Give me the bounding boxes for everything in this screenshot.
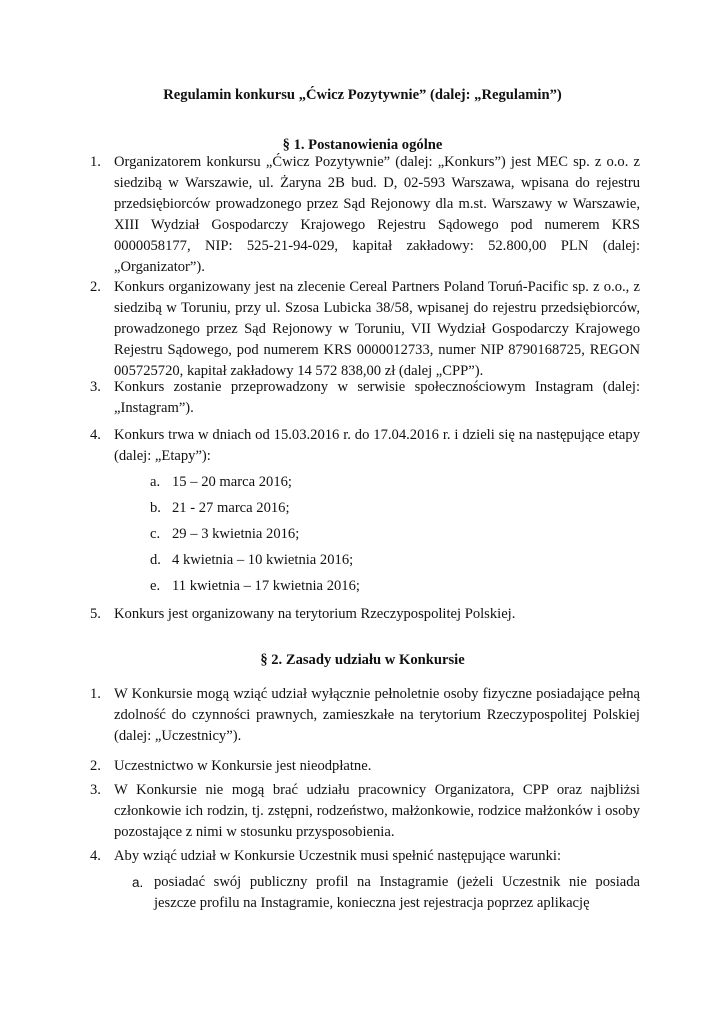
list-text: Konkurs zostanie przeprowadzony w serwisie społecznościowym Instagram (dalej: „Instagram”). (114, 379, 640, 416)
list-item (90, 684, 640, 747)
list-number: 2. (90, 758, 101, 774)
list-text: W Konkursie mogą wziąć udział wyłącznie pełnoletnie osoby fizyczne posiadające pełną zdolność do czynności prawnych, zamieszkałe na terytorium Rzeczypospolitej Polskiej (dalej: „Uczestnicy”). (114, 686, 640, 744)
list-number: 3. (90, 782, 101, 798)
stage-letter: c. (150, 526, 161, 542)
list-number: 4. (90, 848, 101, 864)
list-text: Konkurs jest organizowany na terytorium Rzeczypospolitej Polskiej. (114, 606, 516, 622)
list-item (90, 780, 640, 843)
list-text: Organizatorem konkursu „Ćwicz Pozytywnie” (dalej: „Konkurs”) jest MEC sp. z o.o. z siedzibą w Warszawie, ul. Żaryna 2B bud. D, 02-593 Warszawa, wpisana do rejestru przedsiębiorców prowadzonego przez Sąd Rejonowy dla m.st. Warszawy w Warszawie, XIII Wydział Gospodarczy Krajowego Rejestru Sądowego pod numerem KRS 0000058177, NIP: 525-21-94-029, kapitał zakładowy: 52.800,00 PLN (dalej: „Organizator”). (114, 154, 640, 275)
list-item (90, 425, 640, 467)
list-number: 1. (90, 154, 101, 170)
stage-text: 11 kwietnia – 17 kwietnia 2016; (172, 578, 360, 594)
condition-letter: a. (132, 875, 144, 890)
stage-item (150, 498, 650, 519)
stage-item (150, 550, 650, 571)
list-number: 1. (90, 686, 101, 702)
list-item (90, 152, 640, 278)
list-number: 3. (90, 379, 101, 395)
list-item (90, 846, 640, 867)
stage-text: 21 - 27 marca 2016; (172, 500, 290, 516)
list-text: Aby wziąć udział w Konkursie Uczestnik musi spełnić następujące warunki: (114, 848, 562, 864)
section-1-heading: § 1. Postanowienia ogólne (282, 137, 443, 153)
list-number: 4. (90, 427, 101, 443)
list-text: Uczestnictwo w Konkursie jest nieodpłatne. (114, 758, 372, 774)
stage-item (150, 524, 650, 545)
stage-text: 15 – 20 marca 2016; (172, 474, 292, 490)
list-item (90, 277, 640, 382)
list-item (90, 604, 640, 625)
stage-letter: a. (150, 474, 161, 490)
condition-item (132, 872, 640, 914)
section-2-heading: § 2. Zasady udziału w Konkursie (260, 652, 465, 668)
stage-item (150, 576, 650, 597)
stage-letter: d. (150, 552, 161, 568)
list-number: 2. (90, 279, 101, 295)
list-text: Konkurs trwa w dniach od 15.03.2016 r. do 17.04.2016 r. i dzieli się na następujące etapy (dalej: „Etapy”): (114, 427, 640, 464)
stage-item (150, 472, 650, 493)
document-title: Regulamin konkursu „Ćwicz Pozytywnie” (dalej: „Regulamin”) (163, 87, 562, 103)
stage-text: 4 kwietnia – 10 kwietnia 2016; (172, 552, 354, 568)
condition-text: posiadać swój publiczny profil na Instagramie (jeżeli Uczestnik nie posiada jeszcze profilu na Instagramie, konieczna jest rejestracja poprzez aplikację (154, 874, 640, 911)
list-item (90, 377, 640, 419)
list-item (90, 756, 640, 777)
stage-text: 29 – 3 kwietnia 2016; (172, 526, 300, 542)
stage-letter: b. (150, 500, 161, 516)
stage-letter: e. (150, 578, 161, 594)
list-text: W Konkursie nie mogą brać udziału pracownicy Organizatora, CPP oraz najbliżsi członkowie ich rodzin, tj. zstępni, rodzeństwo, małżonkowie, rodzice małżonków i osoby pozostające z nimi w stosunku przysposobienia. (114, 782, 640, 840)
list-text: Konkurs organizowany jest na zlecenie Cereal Partners Poland Toruń-Pacific sp. z o.o., z siedzibą w Toruniu, przy ul. Szosa Lubicka 38/58, wpisanej do rejestru przedsiębiorców, prowadzonego przez Sąd Rejonowy w Toruniu, VII Wydział Gospodarczy Krajowego Rejestru Sądowego, pod numerem KRS 0000012733, numer NIP 8790168725, REGON 005725720, kapitał zakładowy 14 572 838,00 zł (dalej „CPP”). (114, 279, 640, 379)
list-number: 5. (90, 606, 101, 622)
